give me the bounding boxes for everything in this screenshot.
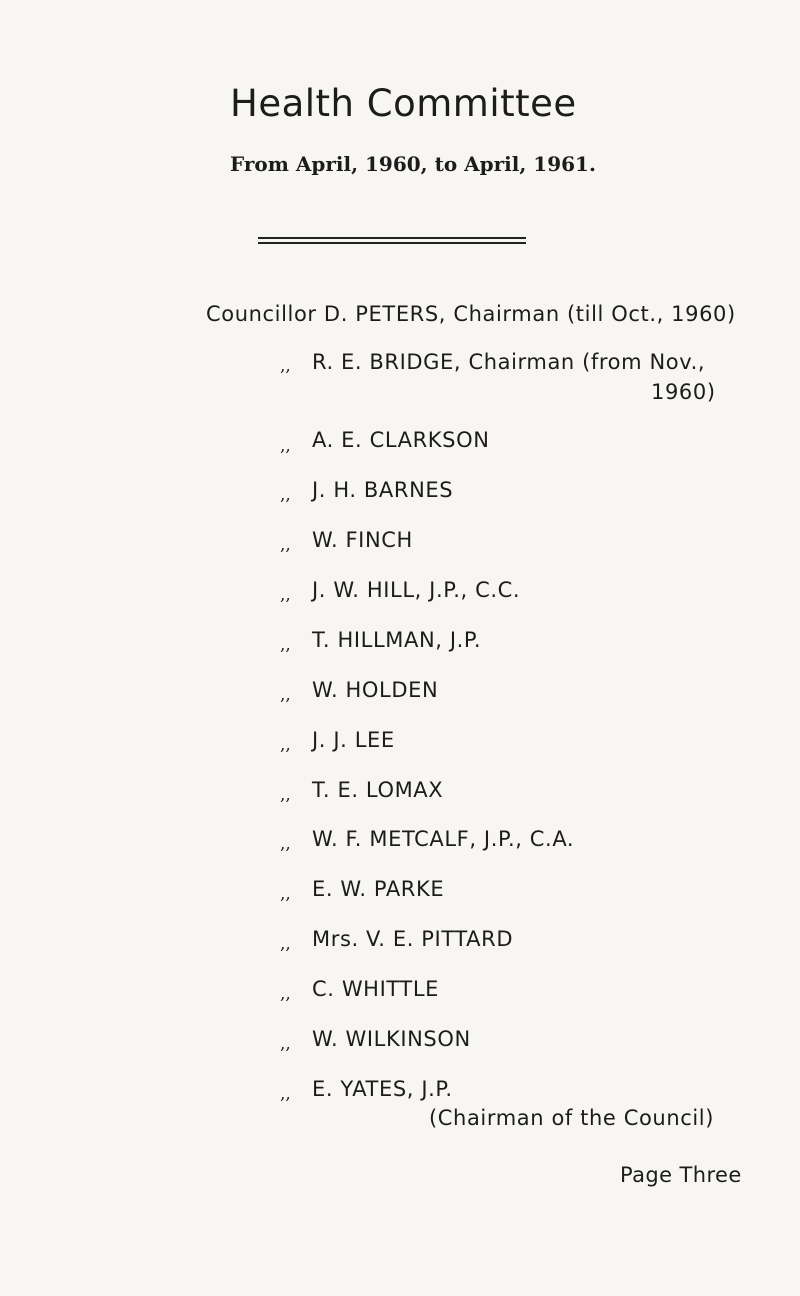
ditto-mark: ,, (280, 984, 291, 1004)
member-name: J. J. LEE (312, 728, 395, 752)
member-name-continuation: 1960) (651, 380, 716, 404)
ditto-mark: ,, (280, 685, 291, 705)
ditto-mark: ,, (280, 535, 291, 555)
member-name: T. HILLMAN, J.P. (312, 628, 482, 652)
member-name-continuation: (Chairman of the Council) (429, 1106, 715, 1130)
ditto-mark: ,, (280, 785, 291, 805)
member-name: J. H. BARNES (312, 478, 454, 502)
divider-rule-bottom (258, 242, 526, 244)
member-name: A. E. CLARKSON (312, 428, 490, 452)
ditto-mark: ,, (280, 585, 291, 605)
divider-rule-top (258, 237, 526, 239)
ditto-mark: ,, (280, 884, 291, 904)
member-name: E. W. PARKE (312, 877, 445, 901)
ditto-mark: ,, (280, 1034, 291, 1054)
member-name: W. F. METCALF, J.P., C.A. (312, 827, 575, 851)
member-name: W. HOLDEN (312, 678, 439, 702)
ditto-mark: ,, (280, 934, 291, 954)
ditto-mark: ,, (280, 1084, 291, 1104)
member-name: W. FINCH (312, 528, 413, 552)
page-number: Page Three (620, 1163, 742, 1187)
page-title: Health Committee (230, 82, 577, 125)
member-name: R. E. BRIDGE, Chairman (from Nov., (312, 350, 706, 374)
member-name: E. YATES, J.P. (312, 1077, 453, 1101)
ditto-mark: ,, (280, 635, 291, 655)
member-name: Mrs. V. E. PITTARD (312, 927, 514, 951)
ditto-mark: ,, (280, 356, 291, 376)
member-name: W. WILKINSON (312, 1027, 471, 1051)
member-name: C. WHITTLE (312, 977, 440, 1001)
ditto-mark: ,, (280, 485, 291, 505)
ditto-mark: ,, (280, 735, 291, 755)
member-name: J. W. HILL, J.P., C.C. (312, 578, 521, 602)
member-name: T. E. LOMAX (312, 778, 444, 802)
ditto-mark: ,, (280, 834, 291, 854)
page-subtitle: From April, 1960, to April, 1961. (230, 152, 596, 176)
ditto-mark: ,, (280, 436, 291, 456)
chairman-line: Councillor D. PETERS, Chairman (till Oct., 1960) (206, 302, 736, 326)
